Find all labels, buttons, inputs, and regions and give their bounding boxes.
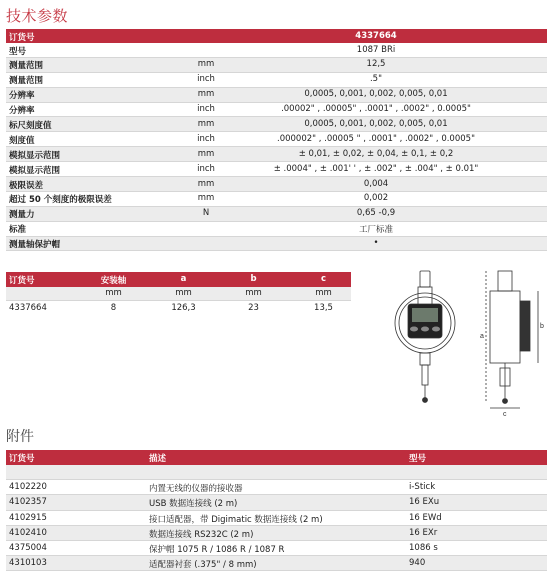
dimensions-header-shaft: 安装轴 xyxy=(100,275,127,286)
accessory-order-number: 4102357 xyxy=(9,497,47,508)
dimensions-header-c: c xyxy=(320,273,327,284)
dimensions-c-value: 13,5 xyxy=(314,302,333,313)
dimensions-order-number: 4337664 xyxy=(9,302,47,313)
accessories-header-row xyxy=(6,450,547,465)
dimensions-header-a: a xyxy=(180,273,187,284)
specs-row xyxy=(6,132,547,147)
specs-row-value: 12,5 xyxy=(366,59,386,70)
specs-row-label: 刻度值 xyxy=(9,135,35,146)
specs-row-value: 0,0005, 0,001, 0,002, 0,005, 0,01 xyxy=(304,118,448,129)
accessory-row xyxy=(6,541,547,556)
indicator-technical-drawing xyxy=(388,268,548,418)
accessory-row xyxy=(6,465,547,480)
dim-label-b: b xyxy=(540,323,544,330)
specs-row-value: • xyxy=(373,238,379,249)
specs-header-label: 订货号 xyxy=(9,32,35,43)
accessory-description: 接口适配器，带 Digimatic 数据连接线 (2 m) xyxy=(149,514,323,525)
indicator-front-view xyxy=(395,271,455,403)
dimensions-header-b: b xyxy=(250,273,257,284)
dimensions-header-row xyxy=(6,272,351,287)
specs-row-unit: mm xyxy=(197,148,215,159)
specs-row-label: 型号 xyxy=(9,46,27,57)
specs-row-value: .000002" , .00005 " , .0001" , .0002" , 0.0005" xyxy=(277,133,475,144)
dimensions-unit-row xyxy=(6,287,351,302)
specs-row-unit: inch xyxy=(197,74,215,85)
specs-row-value: 0,0005, 0,001, 0,002, 0,005, 0,01 xyxy=(304,89,448,100)
accessories-header-description: 描述 xyxy=(149,454,167,464)
indicator-side-view xyxy=(486,271,538,408)
specs-row-unit: mm xyxy=(197,89,215,100)
specs-row-label: 测量轴保护帽 xyxy=(9,240,61,251)
dim-label-a: a xyxy=(480,333,484,340)
dim-label-c: c xyxy=(503,411,507,418)
dimensions-unit-b: mm xyxy=(245,288,262,298)
accessory-model: i-Stick xyxy=(409,482,436,493)
accessory-model: 16 EXu xyxy=(409,497,440,508)
accessory-description: 数据连接线 RS232C (2 m) xyxy=(149,529,254,540)
specs-row xyxy=(6,192,547,207)
accessories-header-model: 型号 xyxy=(409,454,427,464)
accessory-description: 适配器衬套 (.375" / 8 mm) xyxy=(149,560,257,571)
accessory-order-number: 4310103 xyxy=(9,558,47,569)
specs-row-value: ± 0,01, ± 0,02, ± 0,04, ± 0,1, ± 0,2 xyxy=(298,148,454,159)
specs-row-unit: N xyxy=(202,208,210,219)
accessory-order-number: 4102410 xyxy=(9,527,47,538)
accessory-description: 保护帽 1075 R / 1086 R / 1087 R xyxy=(149,544,285,555)
specs-row xyxy=(6,147,547,162)
specs-row-value: ± .0004" , ± .001' ' , ± .002" , ± .004" , ± 0.01" xyxy=(273,163,479,174)
specs-row-value: .5" xyxy=(369,74,383,85)
accessory-model: 16 EXr xyxy=(409,527,438,538)
accessories-table xyxy=(6,450,547,571)
specs-row-label: 标尺刻度值 xyxy=(9,120,52,131)
specs-row-value: 0,65 -0,9 xyxy=(356,208,396,219)
specs-row-unit: inch xyxy=(197,163,215,174)
specs-row xyxy=(6,222,547,237)
specs-row xyxy=(6,43,547,58)
specs-row xyxy=(6,117,547,132)
dimensions-unit-a: mm xyxy=(175,288,192,298)
dimensions-b-value: 23 xyxy=(248,302,259,313)
specs-row-label: 标准 xyxy=(9,225,27,236)
specs-row-label: 测量力 xyxy=(9,210,35,221)
specs-row xyxy=(6,162,547,177)
specs-row xyxy=(6,237,547,252)
specs-table xyxy=(6,29,547,251)
specs-row-label: 分辨率 xyxy=(9,106,35,117)
accessory-description: 内置无线的仪器的接收器 xyxy=(149,484,243,495)
specs-row xyxy=(6,103,547,118)
specs-row-label: 极限误差 xyxy=(9,180,44,191)
specs-row-unit: mm xyxy=(197,193,215,204)
accessory-row xyxy=(6,511,547,526)
accessory-row xyxy=(6,556,547,571)
specs-row xyxy=(6,73,547,88)
accessory-model: 16 EWd xyxy=(409,512,442,523)
specs-row-unit: mm xyxy=(197,178,215,189)
dimensions-table xyxy=(6,272,351,316)
specs-row-value: 0,002 xyxy=(363,193,389,204)
dimensions-shaft-value: 8 xyxy=(110,302,117,313)
specs-row-unit: mm xyxy=(197,59,215,70)
specs-row-unit: mm xyxy=(197,118,215,129)
specs-header-order-number: 4337664 xyxy=(355,30,397,41)
specs-row xyxy=(6,58,547,73)
accessory-order-number: 4375004 xyxy=(9,542,47,553)
specs-row-value: .00002" , .00005" , .0001" , .0002" , 0.0005" xyxy=(281,104,471,115)
dimensions-unit-c: mm xyxy=(315,288,332,298)
dimensions-header-order: 订货号 xyxy=(9,275,35,286)
specs-row xyxy=(6,177,547,192)
accessories-header-order: 订货号 xyxy=(9,454,35,464)
accessory-row xyxy=(6,526,547,541)
specs-row-value: 1087 BRi xyxy=(356,44,396,55)
specs-row-label: 测量范围 xyxy=(9,61,44,72)
specs-row-label: 测量范围 xyxy=(9,76,44,87)
specs-row-value: 工厂标准 xyxy=(358,225,393,236)
specs-row-label: 模拟显示范围 xyxy=(9,150,61,161)
specs-row-label: 模拟显示范围 xyxy=(9,165,61,176)
specs-row-unit: inch xyxy=(197,104,215,115)
specs-section-title: 技术参数 xyxy=(6,7,69,25)
specs-header-row xyxy=(6,29,547,43)
specs-row xyxy=(6,207,547,222)
accessory-model: 1086 s xyxy=(409,542,438,553)
accessory-order-number: 4102915 xyxy=(9,512,47,523)
accessory-row xyxy=(6,495,547,510)
specs-row-label: 分辨率 xyxy=(9,91,35,102)
dimensions-unit-shaft: mm xyxy=(105,288,122,298)
dimensions-data-row xyxy=(6,301,351,316)
specs-row xyxy=(6,88,547,103)
accessory-description: USB 数据连接线 (2 m) xyxy=(149,499,238,510)
specs-row-label: 超过 50 个刻度的极限误差 xyxy=(9,195,112,206)
accessory-model: 940 xyxy=(409,558,426,569)
specs-row-unit: inch xyxy=(197,133,215,144)
accessories-section-title: 附件 xyxy=(6,429,34,445)
specs-row-value: 0,004 xyxy=(363,178,389,189)
accessory-order-number: 4102220 xyxy=(9,482,47,493)
dimensions-a-value: 126,3 xyxy=(171,302,196,313)
accessory-row xyxy=(6,480,547,495)
